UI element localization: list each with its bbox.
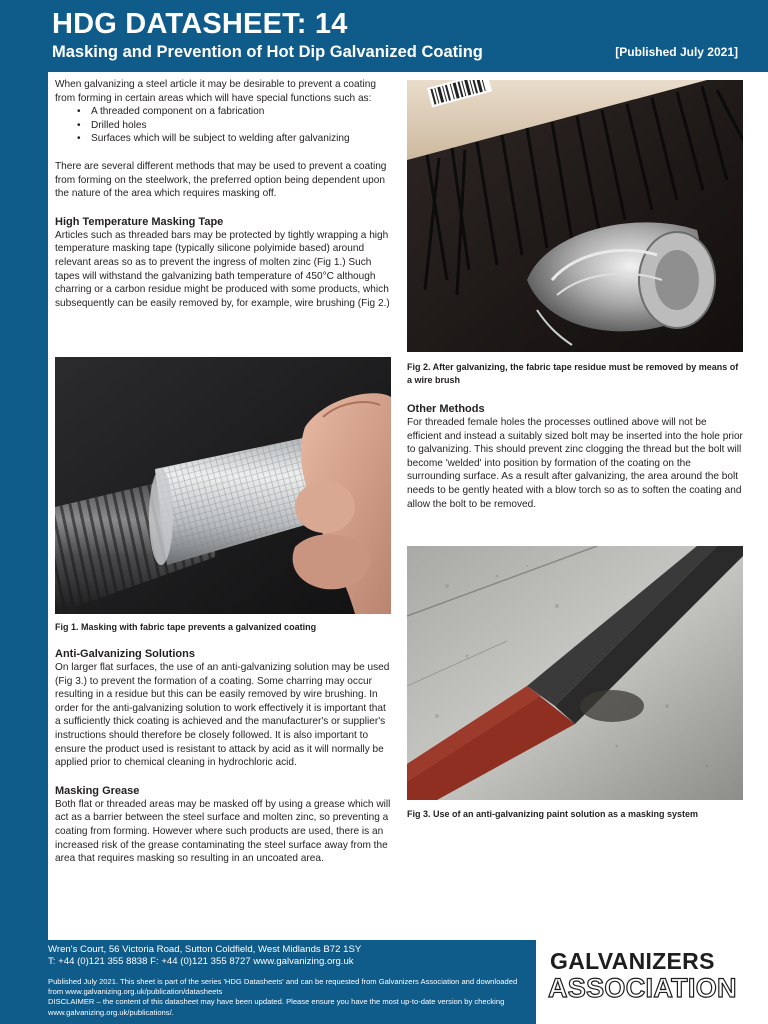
header-band	[0, 0, 768, 72]
anti-galvanizing-paragraph: On larger flat surfaces, the use of an anti-galvanizing solution may be used (Fig 3.) to prevent the formation of a coating. Some charring may occur resulting in a residue but this can be easily removed by wire brushing. In order for the anti-galvanizing solution to work effectively it is important that a sufficiently thick coating is achieved and the manufacturer's or supplier's instructions should therefore be closely followed. It is also important to ensure the product used is resistant to attack by acid as it will normally be applied prior to chemical cleaning in hydrochloric acid.	[55, 662, 390, 769]
disclaimer-note: DISCLAIMER – the content of this datasheet may have been updated. Please ensure you have the most up-to-date version by checking www.galvanizing.org.uk/publications/.	[48, 997, 505, 1017]
left-accent-bar	[0, 72, 48, 940]
grease-heading: Masking Grease	[55, 784, 140, 797]
other-methods-paragraph: For threaded female holes the processes outlined above will not be efficient and instead a suitably sized bolt may be inserted into the hole prior to galvanizing. This should prevent zinc clogging the thread but the bolt will become 'welded' into position by formation of the coating on the surrounding surface. As a result after galvanizing, the area around the bolt needs to be gently heated with a blow torch so as to soften the coating and allow the bolt to be removed.	[407, 417, 743, 510]
footer-contact	[48, 944, 361, 968]
methods-paragraph: There are several different methods that may be used to prevent a coating from forming on the steelwork, the preferred option being dependent upon the nature of the area which requires masking off.	[55, 160, 387, 200]
other-methods-heading: Other Methods	[407, 403, 485, 415]
anti-galvanizing-heading: Anti-Galvanizing Solutions	[55, 648, 195, 660]
tape-heading: High Temperature Masking Tape	[55, 215, 224, 228]
left-column-lower	[55, 647, 391, 866]
footer-phone-web: T: +44 (0)121 355 8838 F: +44 (0)121 355 8727 www.galvanizing.org.uk	[48, 956, 354, 967]
intro-paragraph: When galvanizing a steel article it may be desirable to prevent a coating from forming in certain areas which will have special functions such as:	[55, 79, 376, 104]
tape-paragraph: Articles such as threaded bars may be protected by tightly wrapping a high temperature masking tape (typically silicone polyimide based) around relevant areas so as to prevent the ingress of molten zinc (Fig 1.) Such tapes will withstand the galvanizing bath temperature of 450°C although charring or a carbon residue might be produced with some products, which subsequently can be easily removed by, for example, wire brushing (Fig 2.)	[55, 229, 390, 309]
fig2-caption: Fig 2. After galvanizing, the fabric tape residue must be removed by means of a wire brush	[407, 362, 739, 385]
grease-paragraph: Both flat or threaded areas may be masked off by using a grease which will act as a barrier between the steel surface and molten zinc, so preventing a coating from forming. However where such products are used, there is an increased risk of the grease contaminating the steel surface away from the area that requires masking so resulting in an uncoated area.	[55, 798, 391, 865]
fig2-photo	[407, 80, 743, 352]
galvanizers-association-logo	[536, 940, 768, 1024]
logo-line-2: ASSOCIATION	[548, 973, 737, 1003]
fig3-caption: Fig 3. Use of an anti-galvanizing paint solution as a masking system	[407, 809, 699, 819]
list-item: • Surfaces which will be subject to welding after galvanizing	[77, 132, 391, 146]
left-column	[55, 78, 391, 310]
right-column	[407, 402, 743, 511]
fig3-photo	[407, 546, 743, 800]
publication-note: Published July 2021. This sheet is part of the series 'HDG Datasheets' and can be requested from Galvanizers Association and downloaded from www.galvanizing.org.uk/publication/datasheets	[48, 977, 518, 997]
footer-address: Wren's Court, 56 Victoria Road, Sutton Coldfield, West Midlands B72 1SY	[48, 944, 362, 955]
list-item: • A threaded component on a fabrication	[77, 105, 391, 119]
published-date: [Published July 2021]	[615, 45, 738, 59]
fig1-caption: Fig 1. Masking with fabric tape prevents a galvanized coating	[55, 622, 317, 632]
datasheet-title: HDG DATASHEET: 14	[52, 8, 348, 40]
fig1-photo	[55, 357, 391, 614]
function-list	[77, 105, 391, 146]
list-item: • Drilled holes	[77, 119, 391, 133]
datasheet-subtitle: Masking and Prevention of Hot Dip Galvanized Coating	[52, 43, 483, 61]
logo-line-1: GALVANIZERS	[550, 948, 715, 974]
footer-notes	[48, 977, 518, 1018]
